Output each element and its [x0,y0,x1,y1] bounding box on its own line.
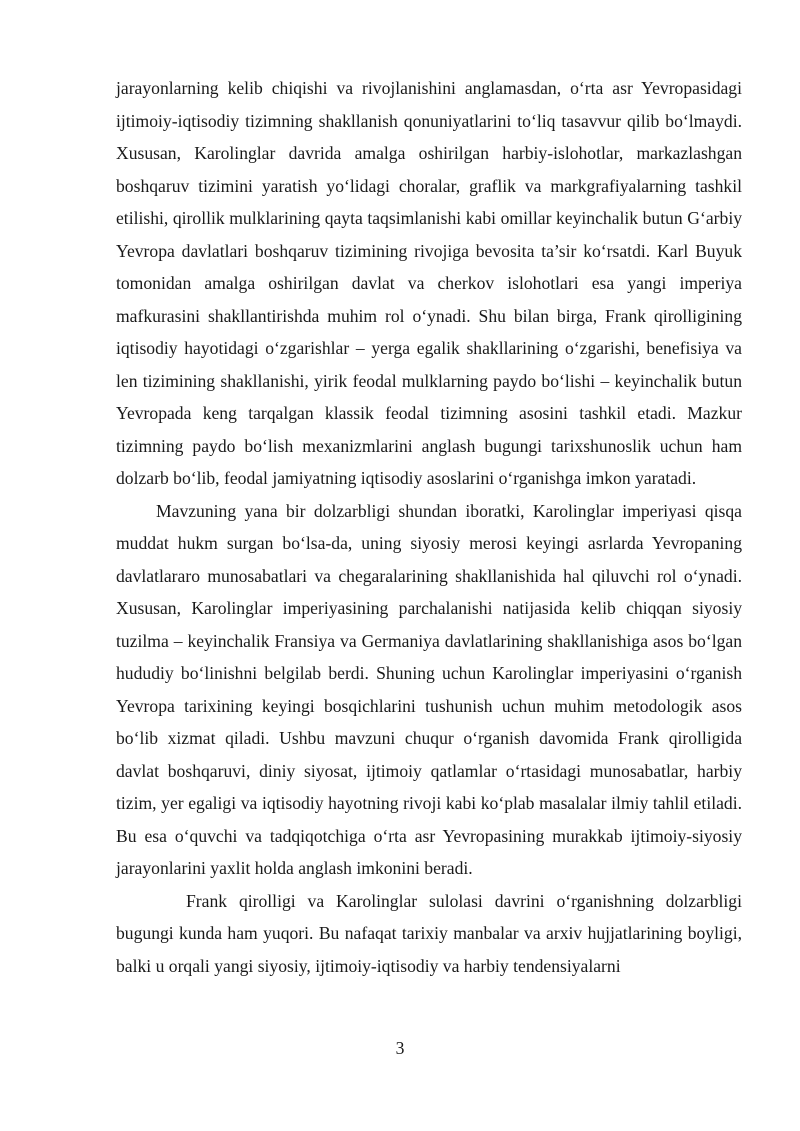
paragraph-1: jarayonlarning kelib chiqishi va rivojlanishini anglamasdan, o‘rta asr Yevropasidagi ijtimoiy-iqtisodiy tizimning shakllanish qonuniyatlarini to‘liq tasavvur qilib bo‘lmaydi. Xususan, Karolinglar davrida amalga oshirilgan harbiy-islohotlar, markazlashgan boshqaruv tizimini yaratish yo‘lidagi choralar, graflik va markgrafiyalarning tashkil etilishi, qirollik mulklarining qayta taqsimlanishi kabi omillar keyinchalik butun G‘arbiy Yevropa davlatlari boshqaruv tizimining rivojiga bevosita ta’sir ko‘rsatdi. Karl Buyuk tomonidan amalga oshirilgan davlat va cherkov islohotlari esa yangi imperiya mafkurasini shakllantirishda muhim rol o‘ynadi. Shu bilan birga, Frank qirolligining iqtisodiy hayotidagi o‘zgarishlar – yerga egalik shakllarining o‘zgarishi, benefisiya va len tizimining shakllanishi, yirik feodal mulklarning paydo bo‘lishi – keyinchalik butun Yevropada keng tarqalgan klassik feodal tizimning asosini tashkil etadi. Mazkur tizimning paydo bo‘lish mexanizmlarini anglash bugungi tarixshunoslik uchun ham dolzarb bo‘lib, feodal jamiyatning iqtisodiy asoslarini o‘rganishga imkon yaratadi. [116,78,742,488]
paragraph-2: Mavzuning yana bir dolzarbligi shundan iboratki, Karolinglar imperiyasi qisqa muddat hukm surgan bo‘lsa-da, uning siyosiy merosi keyingi asrlarda Yevropaning davlatlararo munosabatlari va chegaralarining shakllanishida hal qiluvchi rol o‘ynadi. Xususan, Karolinglar imperiyasining parchalanishi natijasida kelib chiqqan siyosiy tuzilma – keyinchalik Fransiya va Germaniya davlatlarining shakllanishiga asos bo‘lgan hududiy bo‘linishni belgilab berdi. Shuning uchun Karolinglar imperiyasini o‘rganish Yevropa tarixining keyingi bosqichlarini tushunish uchun muhim metodologik asos bo‘lib xizmat qiladi. Ushbu mavzuni chuqur o‘rganish davomida Frank qirolligida davlat boshqaruvi, diniy siyosat, ijtimoiy qatlamlar o‘rtasidagi munosabatlar, harbiy tizim, yer egaligi va iqtisodiy hayotning rivoji kabi ko‘plab masalalar ilmiy tahlil etiladi. Bu esa o‘quvchi va tadqiqotchiga o‘rta asr Yevropasining murakkab ijtimoiy-siyosiy jarayonlarini yaxlit holda anglash imkonini beradi. [116,500,742,878]
body-text [116,72,742,982]
page-number: 3 [395,1038,405,1058]
paragraph-3: Frank qirolligi va Karolinglar sulolasi davrini o‘rganishning dolzarbligi bugungi kunda ham yuqori. Bu nafaqat tarixiy manbalar va arxiv hujjatlarining boyligi, balki u orqali yangi siyosiy, ijtimoiy-iqtisodiy va harbiy tendensiyalarni [116,890,742,976]
